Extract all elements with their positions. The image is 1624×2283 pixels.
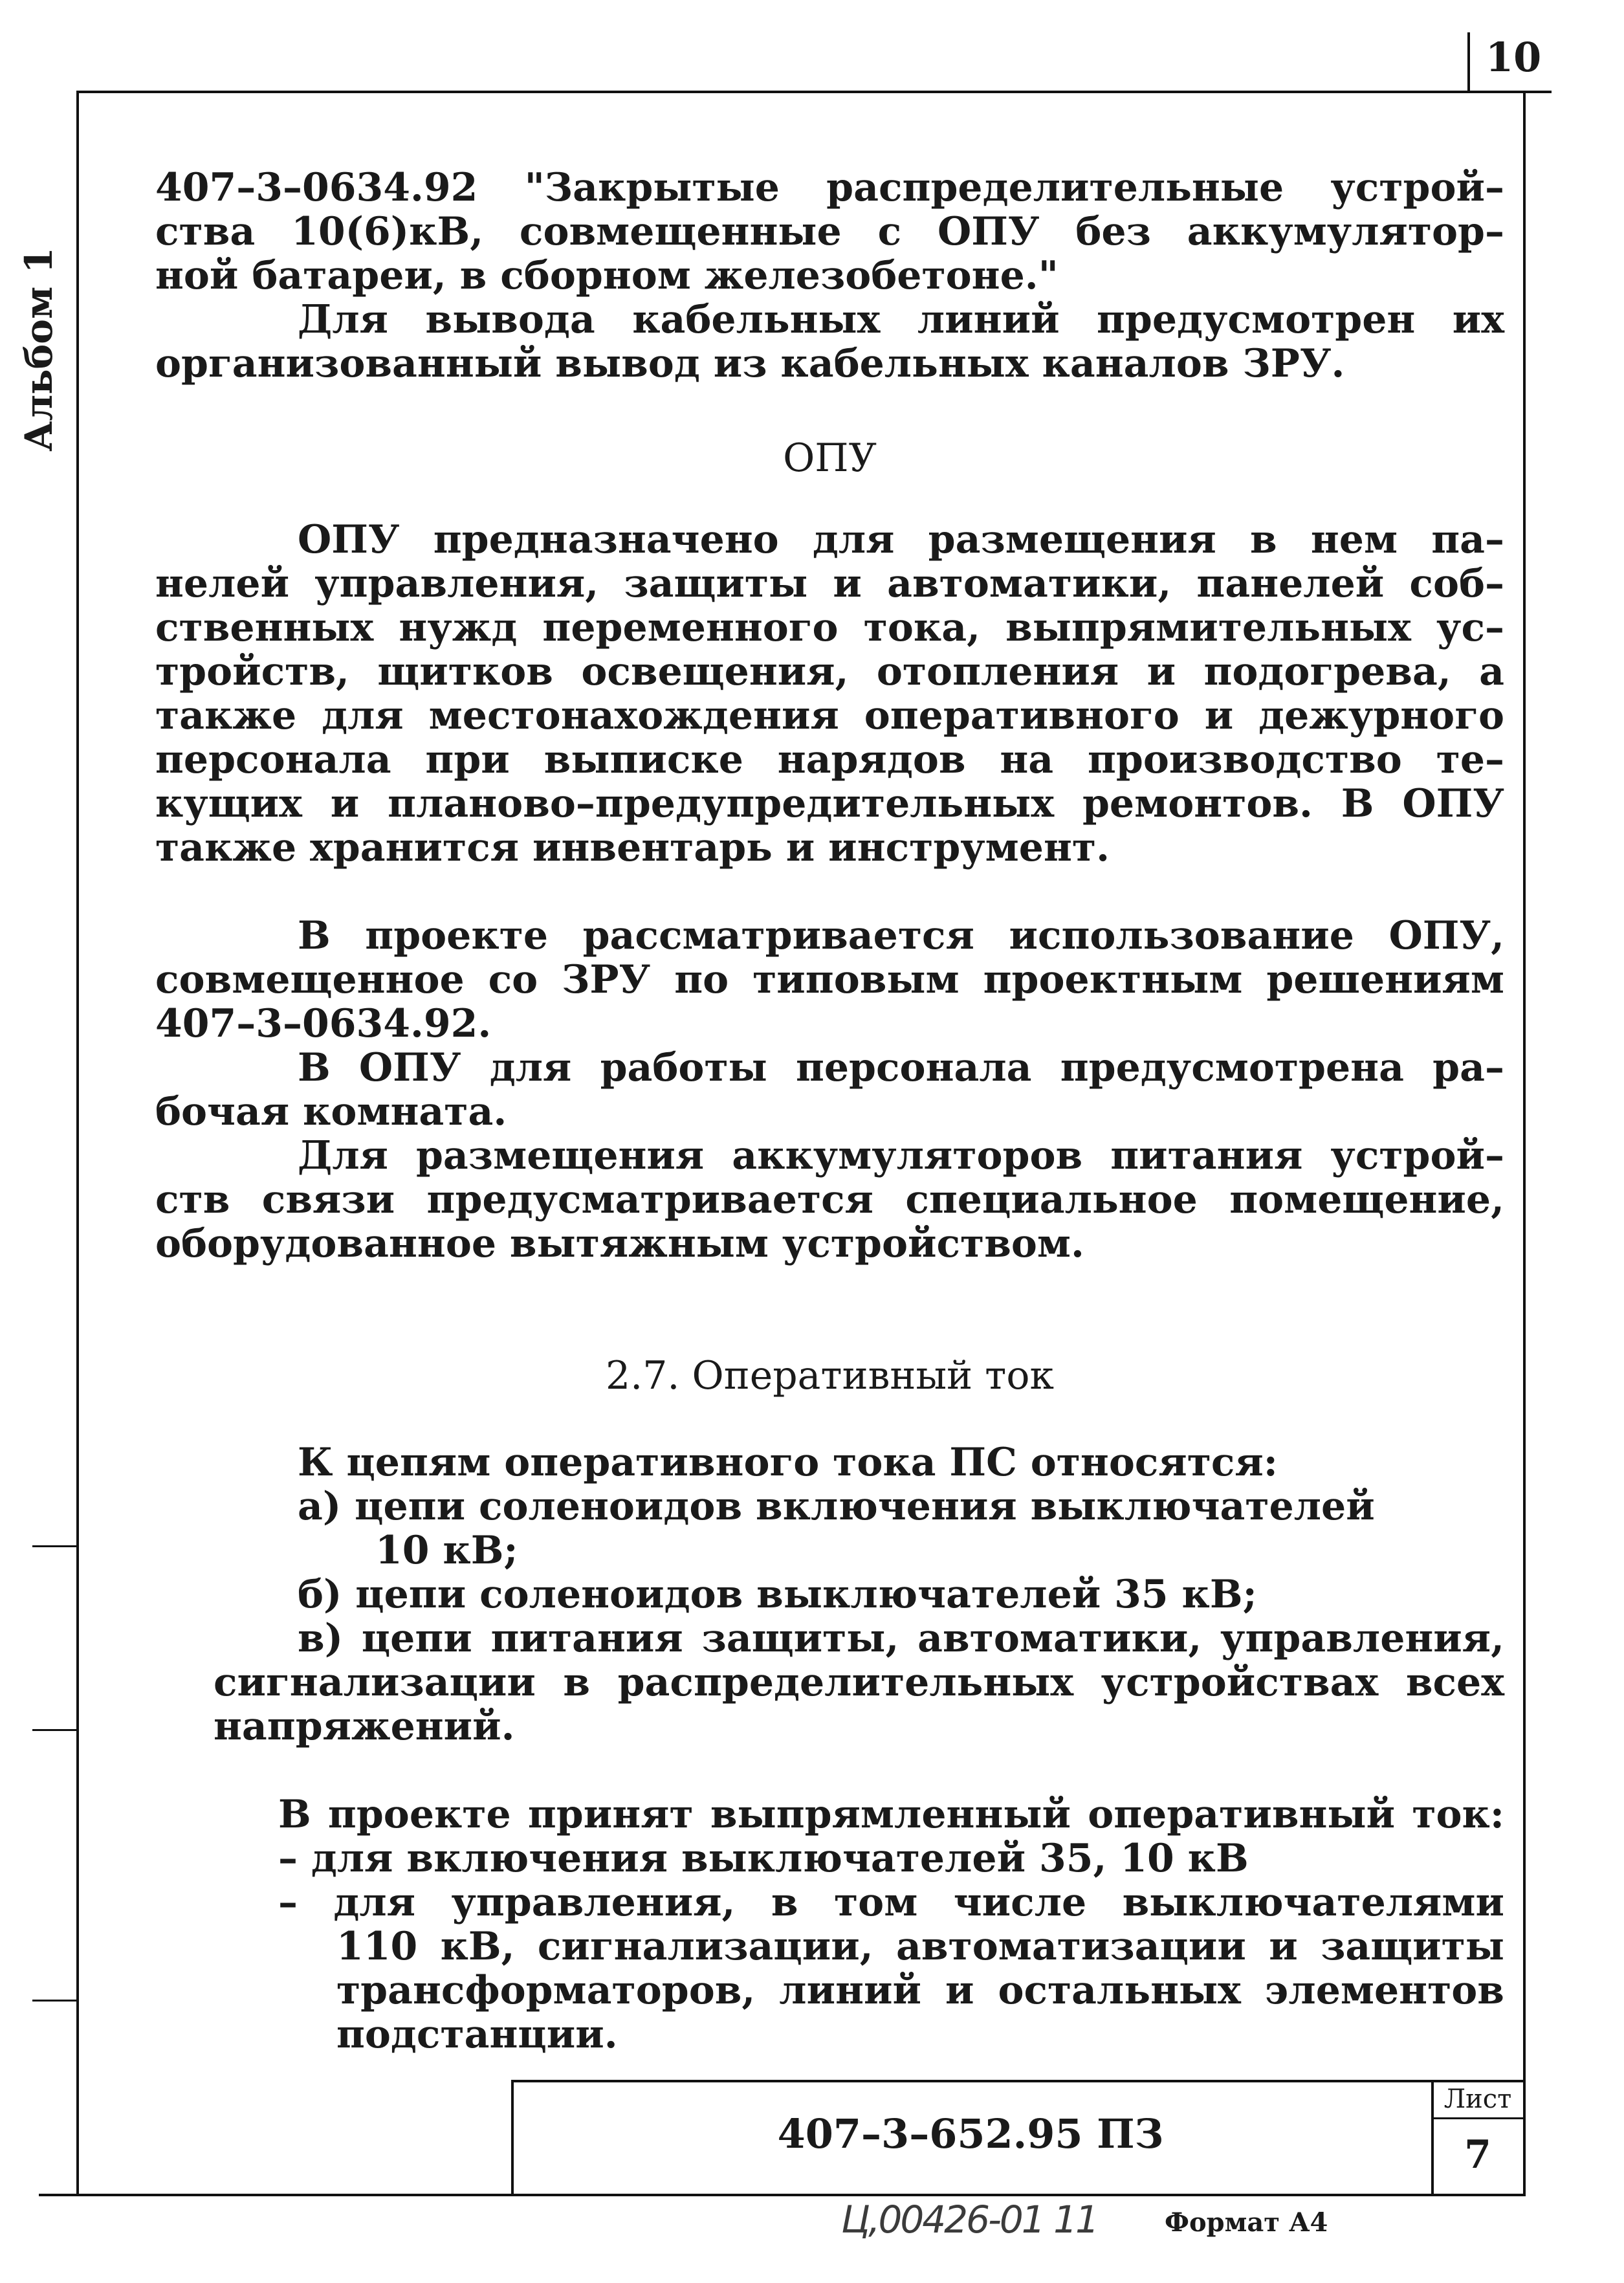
circuits-item-v-cont: напряжений. — [214, 1704, 515, 1749]
circuits-item-v: в) цепи питания защиты, автоматики, управления, — [298, 1616, 1504, 1661]
intro-line: 407–3–0634.92 "Закрытые распределительные устрой– — [155, 165, 1504, 210]
opu-line: персонала при выписке нарядов на производство те– — [155, 737, 1504, 782]
opu-line: нелей управления, защиты и автоматики, панелей соб– — [155, 561, 1504, 606]
circuits-item-a-cont: 10 кВ; — [375, 1528, 518, 1573]
margin-tick — [32, 1545, 78, 1547]
intro-line: ства 10(6)кВ, совмещенные с ОПУ без аккумулятор– — [155, 209, 1504, 254]
current-dash-1: – для включения выключателей 35, 10 кВ — [278, 1836, 1249, 1881]
frame-right — [1523, 91, 1526, 2196]
stamp-sheet-label: Лист — [1443, 2084, 1512, 2114]
opu-line: оборудованное вытяжным устройством. — [155, 1221, 1084, 1266]
opu-line: совмещенное со ЗРУ по типовым проектным решениям — [155, 957, 1504, 1002]
format-label: Формат А4 — [1165, 2207, 1328, 2238]
page-number-rule — [1467, 91, 1552, 93]
intro-line: Для вывода кабельных линий предусмотрен их — [298, 297, 1504, 342]
circuits-item-b: б) цепи соленоидов выключателей 35 кВ; — [298, 1572, 1257, 1617]
opu-line: ОПУ предназначено для размещения в нем па– — [298, 517, 1504, 562]
frame-bottom — [39, 2194, 1526, 2196]
stamp-top — [511, 2080, 1526, 2082]
stamp-sheet-divider — [1431, 2117, 1526, 2119]
opu-line: ств связи предусматривается специальное помещение, — [155, 1177, 1504, 1222]
circuits-item-a: а) цепи соленоидов включения выключателей — [298, 1484, 1375, 1529]
page-number-divider — [1467, 32, 1470, 93]
current-dash-2-cont: трансформаторов, линий и остальных элементов — [336, 1968, 1504, 2013]
section-heading-opu: ОПУ — [783, 436, 877, 481]
opu-line: В проекте рассматривается использование ОПУ, — [298, 913, 1504, 958]
opu-line: 407–3–0634.92. — [155, 1001, 492, 1046]
page-number: 10 — [1486, 34, 1542, 81]
stamp-document-code: 407–3–652.95 ПЗ — [777, 2110, 1164, 2157]
circuits-intro: К цепям оперативного тока ПС относятся: — [298, 1440, 1278, 1485]
handwritten-inventory-number: Ц,00426-01 11 — [841, 2198, 1097, 2242]
frame-left — [76, 91, 79, 2195]
current-dash-2: – для управления, в том числе выключателями — [278, 1880, 1504, 1925]
intro-line: организованный вывод из кабельных каналов ЗРУ. — [155, 341, 1345, 386]
current-dash-2-cont: 110 кВ, сигнализации, автоматизации и защиты — [336, 1924, 1504, 1969]
intro-line: ной батареи, в сборном железобетоне." — [155, 253, 1059, 298]
stamp-sheet-number: 7 — [1464, 2132, 1491, 2178]
current-dash-2-cont: подстанции. — [336, 2012, 618, 2057]
opu-line: также хранится инвентарь и инструмент. — [155, 825, 1110, 870]
margin-tick — [32, 1729, 78, 1731]
album-label: Альбом 1 — [17, 247, 61, 452]
opu-line: Для размещения аккумуляторов питания устрой– — [298, 1133, 1504, 1178]
section-heading-2-7: 2.7. Оперативный ток — [605, 1353, 1055, 1398]
frame-top — [76, 91, 1526, 93]
opu-line: также для местонахождения оперативного и дежурного — [155, 693, 1504, 738]
current-intro: В проекте принят выпрямленный оперативный ток: — [278, 1792, 1504, 1837]
main-text — [155, 166, 1504, 2057]
opu-line: кущих и планово–предупредительных ремонтов. В ОПУ — [155, 781, 1504, 826]
opu-line: В ОПУ для работы персонала предусмотрена ра– — [298, 1045, 1504, 1090]
opu-line: тройств, щитков освещения, отопления и подогрева, а — [155, 649, 1504, 694]
opu-line: ственных нужд переменного тока, выпрямительных ус– — [155, 605, 1504, 650]
opu-line: бочая комната. — [155, 1089, 507, 1134]
circuits-item-v-cont: сигнализации в распределительных устройствах всех — [214, 1660, 1504, 1705]
margin-tick — [32, 2000, 78, 2002]
